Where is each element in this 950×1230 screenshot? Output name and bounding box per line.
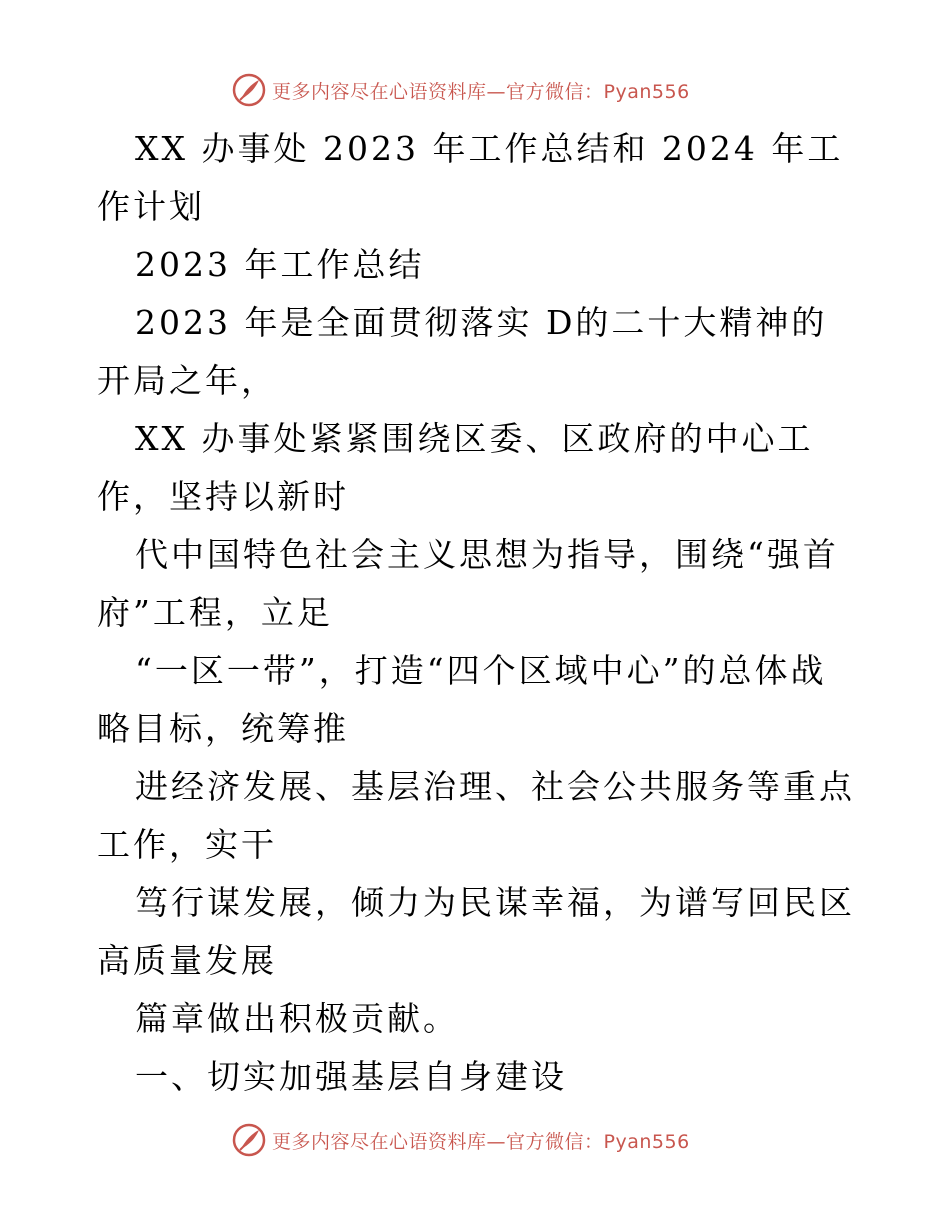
subsection-heading: 一、切实加强基层自身建设 [135, 1057, 567, 1096]
paragraph: 笃行谋发展，倾力为民谋幸福，为谱写回民区高质量发展 [97, 883, 855, 980]
paragraph: XX 办事处紧紧围绕区委、区政府的中心工作，坚持以新时 [97, 419, 814, 516]
document-body [97, 120, 857, 1106]
paragraph: 代中国特色社会主义思想为指导，围绕“强首府”工程，立足 [97, 535, 839, 632]
quill-logo-icon [232, 1123, 266, 1157]
section-heading: 2023 年工作总结 [135, 245, 425, 284]
paragraph: 篇章做出积极贡献。 [135, 999, 459, 1038]
paragraph: 2023 年是全面贯彻落实 D的二十大精神的开局之年， [97, 303, 828, 400]
header-watermark [232, 70, 690, 110]
footer-watermark [232, 1120, 690, 1160]
document-title: XX 办事处 2023 年工作总结和 2024 年工作计划 [97, 129, 844, 226]
watermark-text: 更多内容尽在心语资料库—官方微信：Pyan556 [272, 1130, 690, 1153]
paragraph: “一区一带”，打造“四个区域中心”的总体战略目标，统筹推 [97, 651, 827, 748]
watermark-text: 更多内容尽在心语资料库—官方微信：Pyan556 [272, 80, 690, 103]
quill-logo-icon [232, 73, 266, 107]
paragraph: 进经济发展、基层治理、社会公共服务等重点工作，实干 [97, 767, 855, 864]
